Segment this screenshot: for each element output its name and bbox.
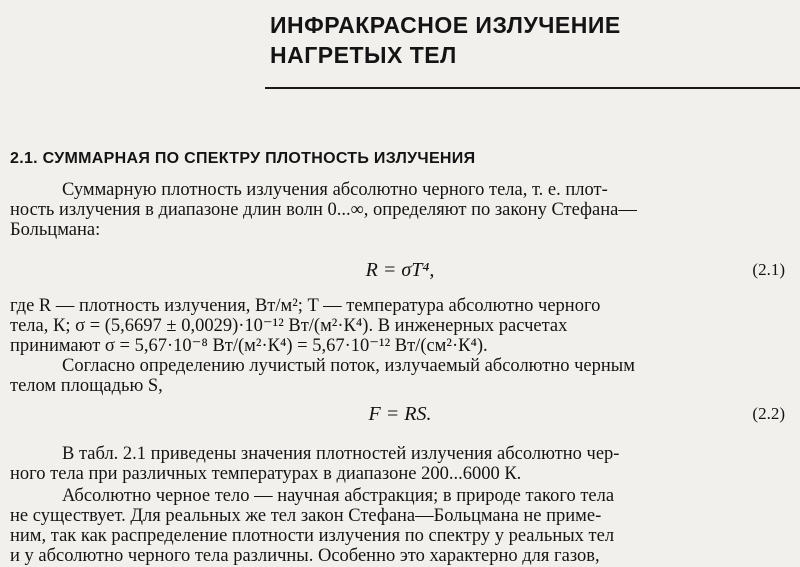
text-line: где R — плотность излучения, Вт/м²; T — температура абсолютно черного [10,296,601,316]
text-line: ного тела при различных температурах в диапазоне 200...6000 К. [10,464,522,484]
text-line: не существует. Для реальных же тел закон Стефана—Больцмана не приме- [10,506,602,526]
paragraph-symbol-definitions [10,296,780,356]
paragraph-radiant-flux [10,356,780,396]
formula-expression: R = σT⁴, [365,259,435,281]
formula-number: (2.1) [752,260,785,279]
formula-2-2 [0,402,800,426]
text-line: принимают σ = 5,67·10⁻⁸ Вт/(м²·К⁴) = 5,67·10⁻¹² Вт/(см²·К⁴). [10,336,488,356]
text-line: Суммарную плотность излучения абсолютно черного тела, т. е. плот- [62,180,608,200]
text-line: и у абсолютно черного тела различны. Особенно это характерно для газов, [10,546,600,566]
paragraph-black-body-abstraction [10,486,780,566]
text-line: ним, так как распределение плотности излучения по спектру у реальных тел [10,526,615,546]
text-line: телом площадью S, [10,376,163,396]
text-line: В табл. 2.1 приведены значения плотностей излучения абсолютно чер- [62,444,620,464]
section-heading: 2.1. СУММАРНАЯ ПО СПЕКТРУ ПЛОТНОСТЬ ИЗЛУЧЕНИЯ [10,150,476,167]
formula-number: (2.2) [752,404,785,423]
formula-2-1 [0,258,800,282]
title-rule [265,87,800,89]
paragraph-table-reference [10,444,780,484]
text-line: Больцмана: [10,220,101,240]
formula-expression: F = RS. [368,403,432,425]
text-line: Абсолютно черное тело — научная абстракция; в природе такого тела [62,486,615,506]
paragraph-stefan-boltzmann-intro [10,180,780,240]
chapter-title-line-2: НАГРЕТЫХ ТЕЛ [270,42,457,68]
chapter-title-line-1: ИНФРАКРАСНОЕ ИЗЛУЧЕНИЕ [270,12,621,38]
text-line: тела, К; σ = (5,6697 ± 0,0029)·10⁻¹² Вт/(м²·К⁴). В инженерных расчетах [10,316,568,336]
chapter-title [270,10,770,70]
text-line: ность излучения в диапазоне длин волн 0...∞, определяют по закону Стефана— [10,200,637,220]
text-line: Согласно определению лучистый поток, излучаемый абсолютно черным [62,356,635,376]
